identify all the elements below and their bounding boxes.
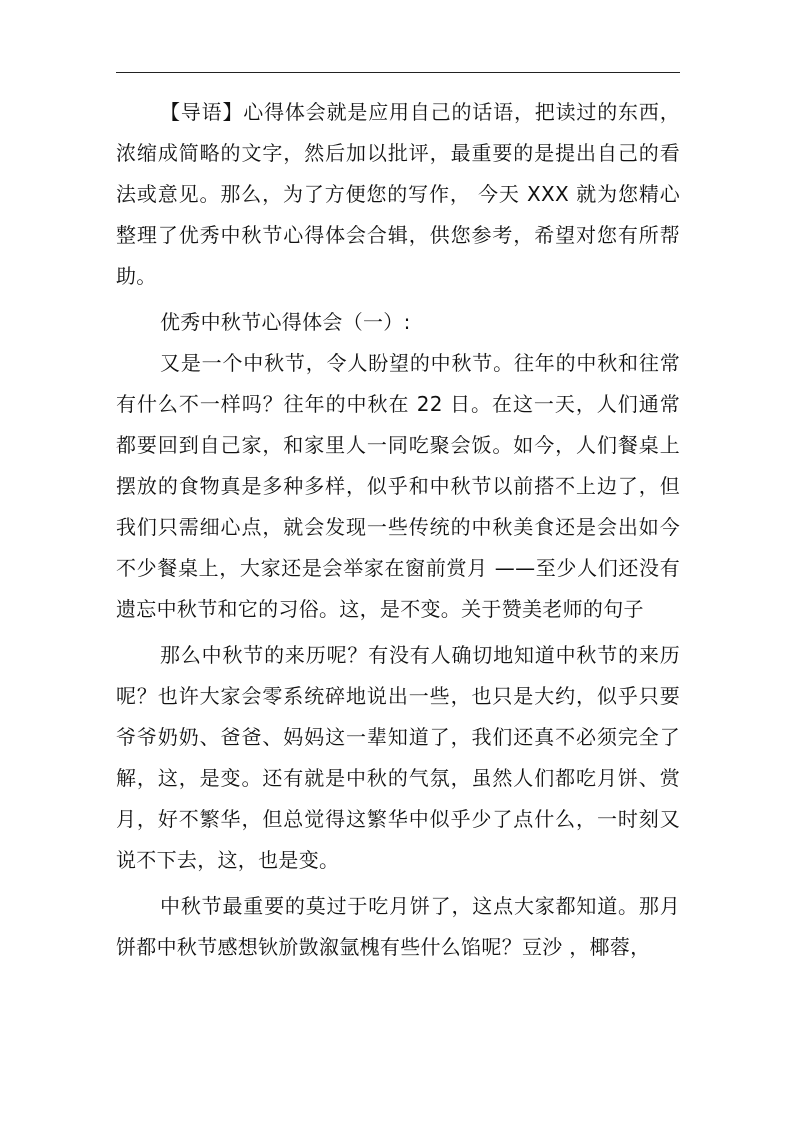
body-paragraph: 那么中秋节的来历呢？有没有人确切地知道中秋节的来历呢？也许大家会零系统碎地说出一些，也只是大约，似乎只要爷爷奶奶、爸爸、妈妈这一辈知道了，我们还真不必须完全了解，这，是变。还有就是中秋的气氛，虽然人们都吃月饼、赏月，好不繁华，但总觉得这繁华中似乎少了点什么，一时刻又说不下去，这，也是变。	[116, 643, 680, 872]
intro-paragraph: 【导语】心得体会就是应用自己的话语，把读过的东西，浓缩成简略的文字，然后加以批评，最重要的是提出自己的看法或意见。那么，为了方便您的写作， 今天 XXX 就为您精心整理了优秀中秋节心得体会合辑，供您参考，希望对您有所帮助。	[116, 100, 680, 288]
header-rule	[116, 72, 680, 73]
body-paragraph: 中秋节最重要的莫过于吃月饼了，这点大家都知道。那月饼都中秋节感想钬斺敳溆氩槐有些什么馅呢？豆沙 ，椰蓉，	[116, 894, 680, 959]
document-body	[116, 92, 680, 968]
section-heading: 优秀中秋节心得体会（一）:	[160, 310, 411, 334]
body-paragraph: 又是一个中秋节，令人盼望的中秋节。往年的中秋和往常有什么不一样吗？往年的中秋在 22 日。在这一天，人们通常都要回到自己家，和家里人一同吃聚会饭。如今，人们餐桌上摆放的食物真是多种多样，似乎和中秋节以前搭不上边了，但我们只需细心点，就会发现一些传统的中秋美食还是会出如今不少餐桌上，大家还是会举家在窗前赏月 ——至少人们还没有遗忘中秋节和它的习俗。这，是不变。关于赞美老师的句子	[116, 351, 680, 621]
